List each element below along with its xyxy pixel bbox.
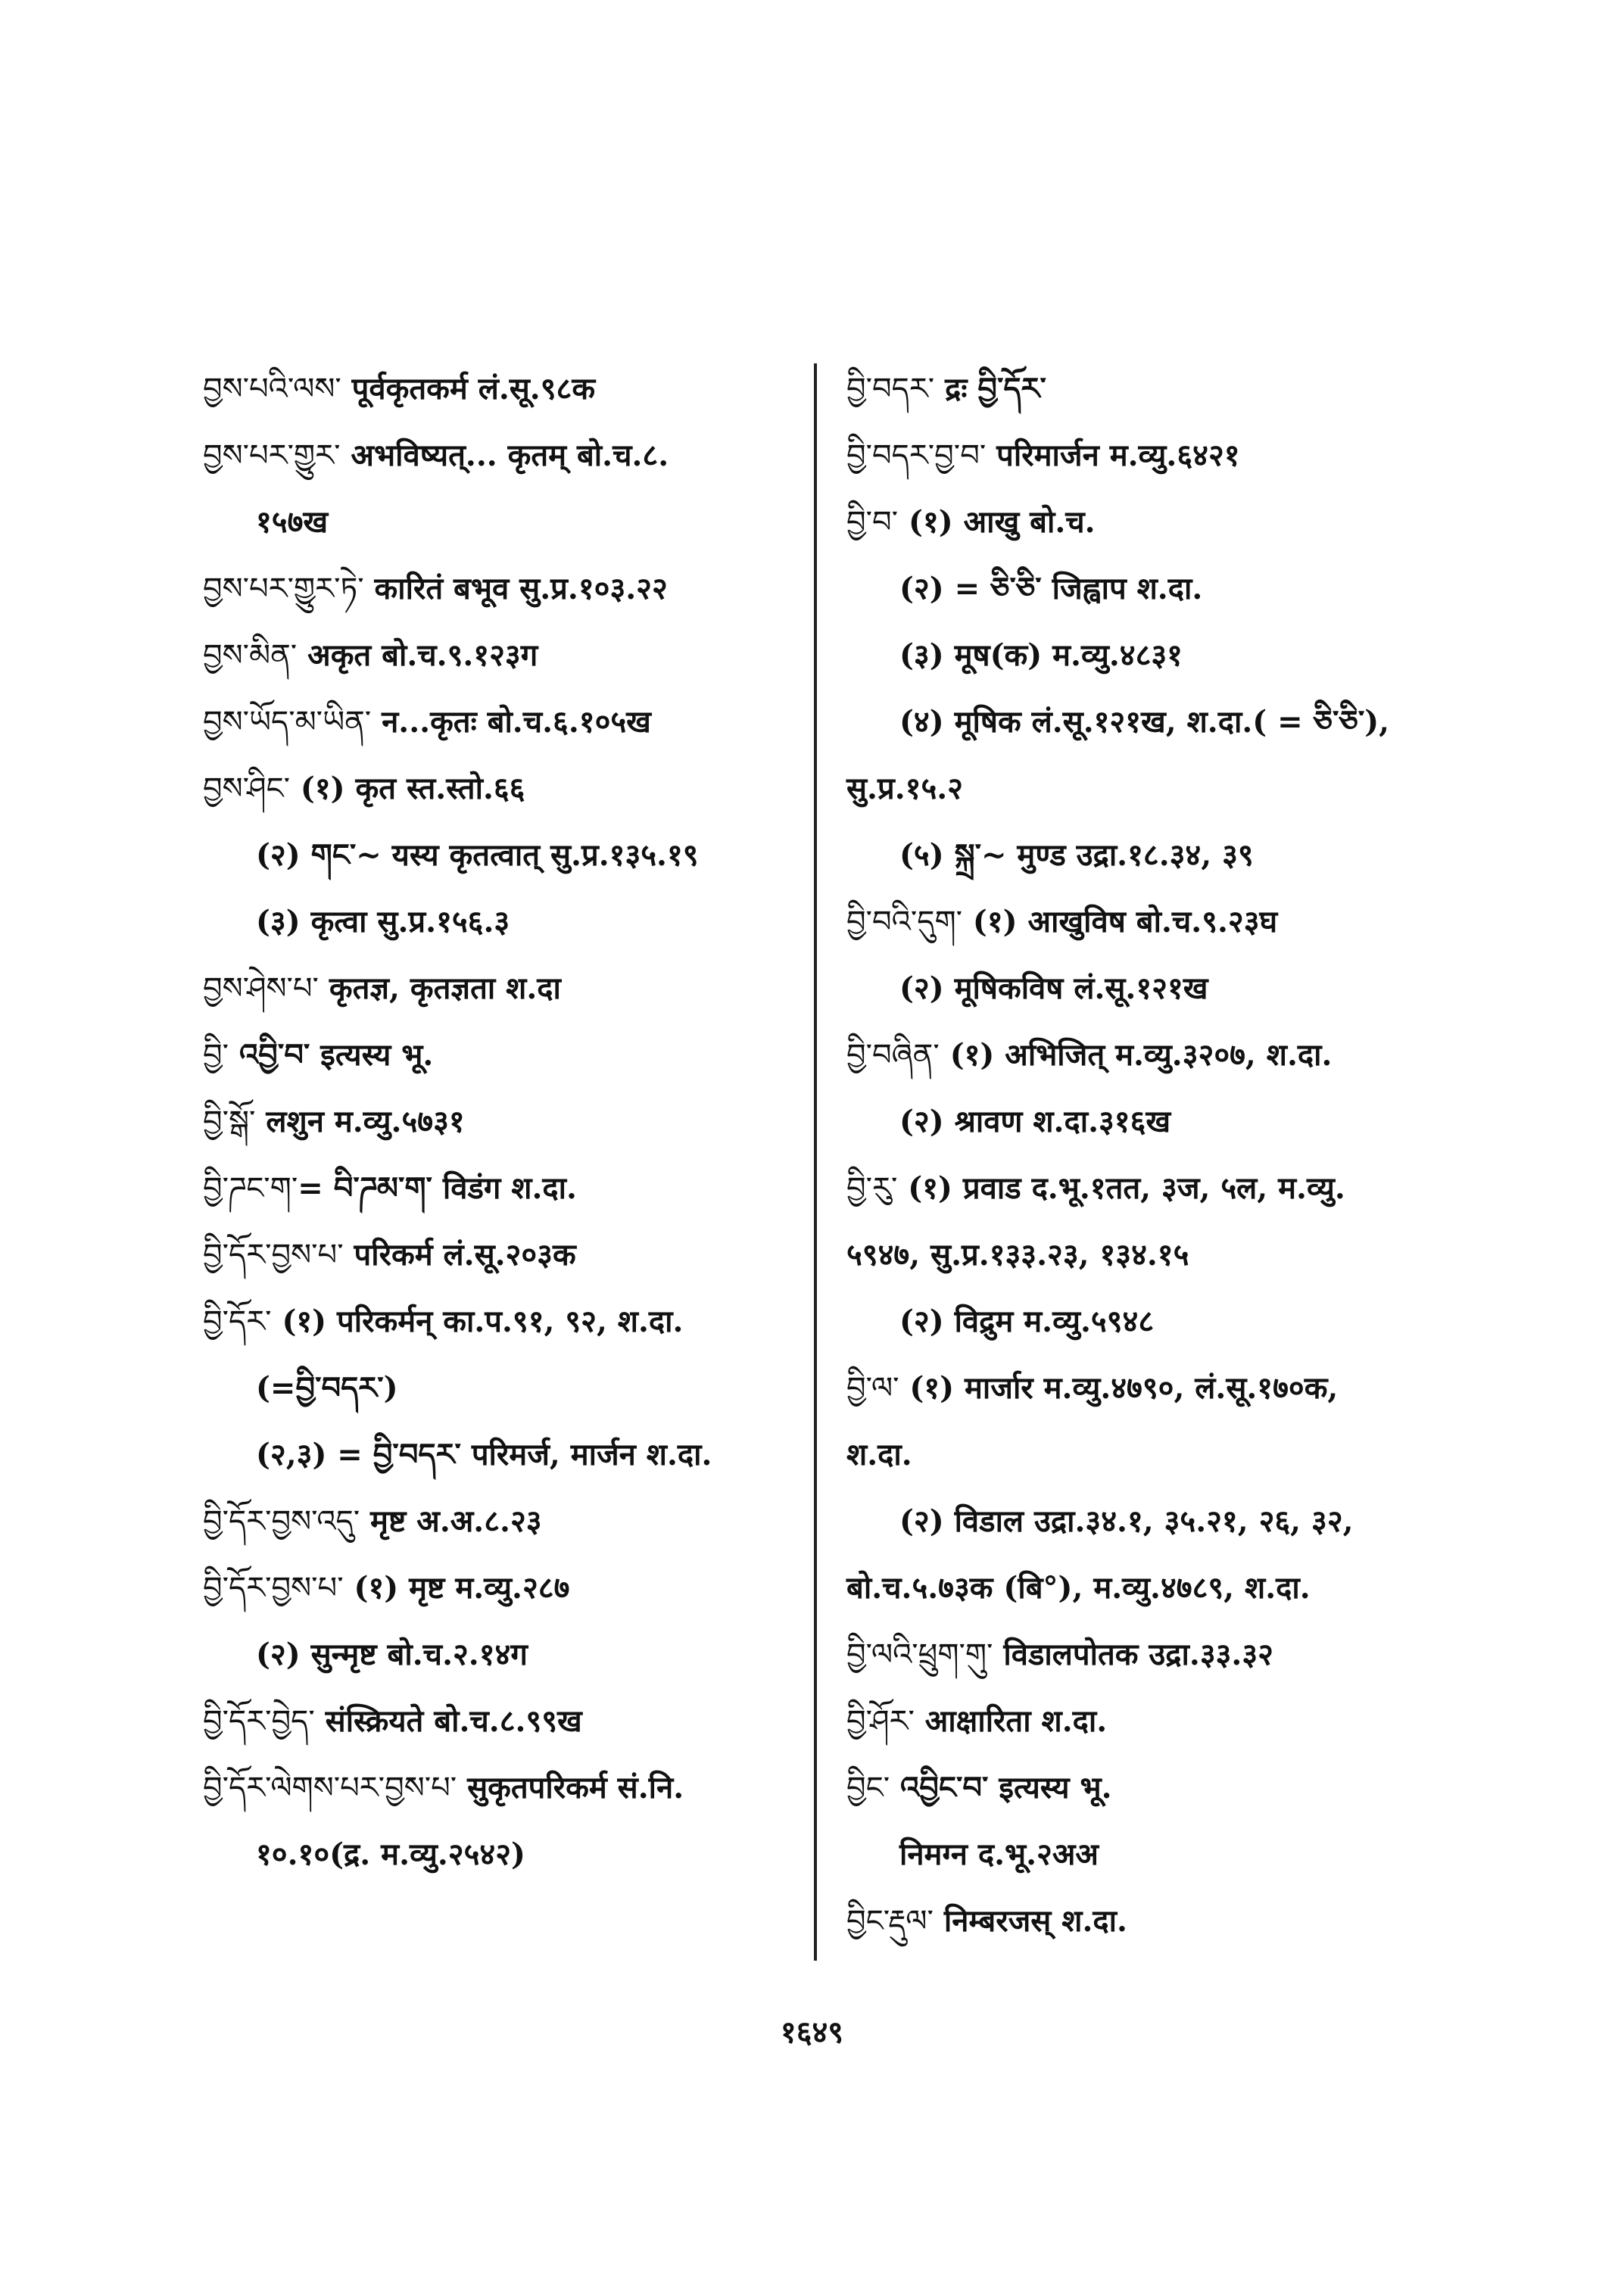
sanskrit-gloss: सुकृतपरिकर्म सं.नि.	[457, 1770, 684, 1805]
sanskrit-gloss: ५९४७, सु.प्र.१३३.२३, १३४.१५	[846, 1237, 1189, 1273]
tibetan-headword: བྱི་བདར་	[846, 372, 935, 407]
sanskrit-gloss: निमग्न द.भू.२अअ	[899, 1837, 1099, 1872]
dictionary-entry	[846, 1022, 1467, 1089]
tibetan-headword: བྱི་དོར་བྱས་པ་	[203, 1238, 344, 1273]
tibetan-headword: བྱི་ཤོར་	[846, 1704, 915, 1739]
sanskrit-gloss: (२) གང་~ यस्य कृतत्वात् सु.प्र.१३५.१९	[256, 837, 699, 873]
tibetan-headword: བྱི་དོར་བྱས་པ་	[203, 1571, 344, 1606]
tibetan-headword: བྱས་ཡོད་མ་ཡིན་	[203, 705, 372, 740]
sanskrit-gloss: संस्क्रियते बो.च.८.९९ख	[314, 1703, 582, 1739]
dictionary-entry	[203, 1755, 824, 1821]
tibetan-headword: བྱས་མིན་	[203, 638, 298, 673]
dictionary-entry	[203, 689, 824, 756]
dictionary-entry	[846, 1288, 1467, 1355]
dictionary-entry	[846, 1089, 1467, 1155]
sanskrit-gloss: द्रः བྱི་དོར་	[934, 371, 1046, 407]
sanskrit-gloss: लशुन म.व्यु.५७३१	[255, 1104, 465, 1139]
dictionary-entry	[846, 1488, 1467, 1555]
sanskrit-gloss: (१) मृष्ट म.व्यु.२८७	[343, 1570, 570, 1606]
dictionary-entry	[203, 489, 824, 556]
dictionary-entry	[846, 889, 1467, 955]
dictionary-entry	[203, 1821, 824, 1888]
dictionary-entry	[846, 1355, 1467, 1422]
dictionary-entry	[203, 1288, 824, 1355]
dictionary-entry	[846, 756, 1467, 822]
sanskrit-gloss: विडालपोतक उद्रा.३३.३२	[993, 1637, 1273, 1672]
dictionary-entry	[846, 356, 1467, 422]
sanskrit-gloss: अभविष्यत्... कृतम् बो.च.८.	[340, 438, 669, 473]
sanskrit-gloss: (१) मार्जार म.व्यु.४७९०, लं.सू.१७०क,	[899, 1370, 1339, 1406]
dictionary-entry	[203, 1089, 824, 1155]
tibetan-headword: བྱི་ལ་	[846, 1371, 899, 1406]
dictionary-entry	[846, 1422, 1467, 1488]
tibetan-headword: བྱི་བདར་བྱ་བ་	[846, 438, 987, 473]
sanskrit-gloss: (२) मूषिकविष लं.सू.१२१ख	[899, 970, 1208, 1006]
sanskrit-gloss: कृतज्ञ, कृतज्ञता श.दा	[318, 970, 561, 1006]
dictionary-entry	[203, 1555, 824, 1622]
sanskrit-gloss: न...कृतः बो.च.६.१०५ख	[371, 704, 651, 740]
tibetan-headword: བྱིང་	[846, 1771, 890, 1805]
tibetan-headword: བྱས་པར་གྱུར་ཏེ་	[203, 572, 364, 606]
dictionary-entry	[846, 622, 1467, 689]
dictionary-entry	[846, 1888, 1467, 1955]
tibetan-headword: བྱས་པའི་ལས་	[203, 372, 341, 407]
tibetan-headword: བྱིང་རྡུལ་	[846, 1904, 934, 1939]
dictionary-entry	[846, 822, 1467, 889]
sanskrit-gloss: (=བྱི་བདར་)	[256, 1370, 398, 1406]
sanskrit-gloss: अकृत बो.च.९.१२३ग	[297, 637, 538, 673]
dictionary-entry	[203, 1022, 824, 1089]
dictionary-entry	[203, 822, 824, 889]
sanskrit-gloss: (३) कृत्वा सु.प्र.१५६.३	[256, 904, 510, 939]
sanskrit-gloss: (१) परिकर्मन् का.प.९१, ९२, श.दा.	[271, 1304, 684, 1339]
dictionary-entry	[846, 689, 1467, 756]
sanskrit-gloss: (१) प्रवाड द.भू.१तत, ३ज, ५ल, म.व्यु.	[897, 1170, 1345, 1206]
right-column	[846, 356, 1467, 1955]
sanskrit-gloss: (२) सुन्मृष्ट बो.च.२.१४ग	[256, 1637, 528, 1672]
sanskrit-gloss: बो.च.५.७३क (बि°), म.व्यु.४७८९, श.दा.	[846, 1570, 1311, 1606]
sanskrit-gloss: (१) कृत स्त.स्तो.६६	[290, 771, 525, 806]
left-column	[203, 356, 824, 1888]
dictionary-entry	[846, 556, 1467, 622]
sanskrit-gloss: श.दा.	[846, 1437, 912, 1472]
sanskrit-gloss: आक्षारिता श.दा.	[914, 1703, 1108, 1739]
dictionary-entry	[203, 1622, 824, 1688]
tibetan-headword: བྱི་དོར་	[203, 1304, 272, 1339]
sanskrit-gloss: मृष्ट अ.अ.८.२३	[360, 1503, 542, 1539]
dictionary-entry	[203, 955, 824, 1022]
dictionary-entry	[846, 1622, 1467, 1688]
dictionary-entry	[203, 622, 824, 689]
dictionary-entry	[203, 1355, 824, 1422]
dictionary-entry	[203, 889, 824, 955]
tibetan-headword: བྱི་ལའི་ཕྲུག་གུ་	[846, 1637, 993, 1672]
sanskrit-gloss: (५) སྐྲ་~ मुण्ड उद्रा.१८.३४, ३९	[899, 837, 1254, 873]
sanskrit-gloss: सु.प्र.१५.२	[846, 771, 963, 806]
dictionary-entry	[203, 1222, 824, 1288]
dictionary-entry	[203, 422, 824, 489]
dictionary-entry	[846, 489, 1467, 556]
sanskrit-gloss: १०.१०(द्र. म.व्यु.२५४२)	[256, 1837, 525, 1872]
dictionary-entry	[203, 1488, 824, 1555]
tibetan-headword: བྱི་སྒོ་	[203, 1104, 256, 1139]
sanskrit-gloss: (१) आखु बो.च.	[898, 504, 1096, 540]
tibetan-headword: བྱི་ཌང་ག་	[203, 1171, 298, 1206]
dictionary-entry	[846, 1222, 1467, 1288]
dictionary-entry	[846, 1821, 1467, 1888]
dictionary-entry	[203, 1422, 824, 1488]
sanskrit-gloss: (३) मूष(क) म.व्यु.४८३१	[899, 637, 1183, 673]
sanskrit-gloss: (१) अभिजित् म.व्यु.३२०७, श.दा.	[939, 1037, 1333, 1073]
sanskrit-gloss: पूर्वकृतकर्म लं.सू.९८क	[341, 371, 596, 407]
sanskrit-gloss: (२) विडाल उद्रा.३४.१, ३५.२१, २६, ३२,	[899, 1503, 1354, 1539]
sanskrit-gloss: (२) = ཅི་ཅི་ जिह्वाप श.दा.	[899, 571, 1203, 606]
page-number: १६४९	[780, 2014, 844, 2050]
tibetan-headword: བྱས་ཤིང་	[203, 771, 290, 806]
dictionary-entry	[846, 955, 1467, 1022]
dictionary-entry	[846, 1155, 1467, 1222]
dictionary-entry	[846, 422, 1467, 489]
tibetan-headword: བྱི་	[203, 1038, 229, 1073]
dictionary-entry	[203, 1155, 824, 1222]
sanskrit-gloss: (२) विद्रुम म.व्यु.५९४८	[899, 1304, 1155, 1339]
dictionary-entry	[846, 1755, 1467, 1821]
sanskrit-gloss: (२) श्रावण श.दा.३१६ख	[899, 1104, 1171, 1139]
tibetan-headword: བྱི་བའི་དུག་	[846, 905, 962, 939]
sanskrit-gloss: (४) मूषिक लं.सू.१२१ख, श.दा.( = ཅི་ཅི་),	[899, 704, 1390, 740]
sanskrit-gloss: कारितं बभूव सु.प्र.१०३.२२	[363, 571, 668, 606]
tibetan-headword: བྱི་བ་	[846, 505, 899, 540]
tibetan-headword: བྱི་བཞིན་	[846, 1038, 940, 1073]
sanskrit-gloss: འབྱིང་བ་ इत्यस्य भू.	[890, 1770, 1112, 1805]
sanskrit-gloss: निम्बरजस् श.दा.	[933, 1903, 1127, 1939]
tibetan-headword: བྱི་དོར་བྱས་འདུ་	[203, 1504, 360, 1539]
tibetan-headword: བྱས་པར་གྱུར་	[203, 438, 341, 473]
tibetan-headword: བྱི་དོར་ལེགས་པར་བྱས་པ་	[203, 1771, 457, 1805]
sanskrit-gloss: (२,३) = བྱི་བདར་ परिमर्ज, मार्जन श.दा.	[256, 1437, 712, 1472]
dictionary-entry	[203, 1688, 824, 1755]
sanskrit-gloss: १५७ख	[256, 504, 329, 540]
sanskrit-gloss: (१) आखुविष बो.च.९.२३घ	[962, 904, 1278, 939]
sanskrit-gloss: འབྱི་བ་ इत्यस्य भू.	[229, 1037, 434, 1073]
column-divider	[814, 363, 817, 1961]
tibetan-headword: བྱི་རུ་	[846, 1171, 898, 1206]
sanskrit-gloss: परिमार्जन म.व्यु.६४२१	[986, 438, 1240, 473]
dictionary-entry	[846, 1688, 1467, 1755]
dictionary-entry	[203, 756, 824, 822]
dictionary-entry	[203, 356, 824, 422]
tibetan-headword: བྱས་ཤེས་པ་	[203, 971, 319, 1006]
dictionary-entry	[203, 556, 824, 622]
sanskrit-gloss: परिकर्म लं.सू.२०३क	[343, 1237, 576, 1273]
dictionary-entry	[846, 1555, 1467, 1622]
sanskrit-gloss: = བི་ཌམ་ག་ विडंग श.दा.	[298, 1170, 577, 1206]
tibetan-headword: བྱི་དོར་བྱེད་	[203, 1704, 315, 1739]
